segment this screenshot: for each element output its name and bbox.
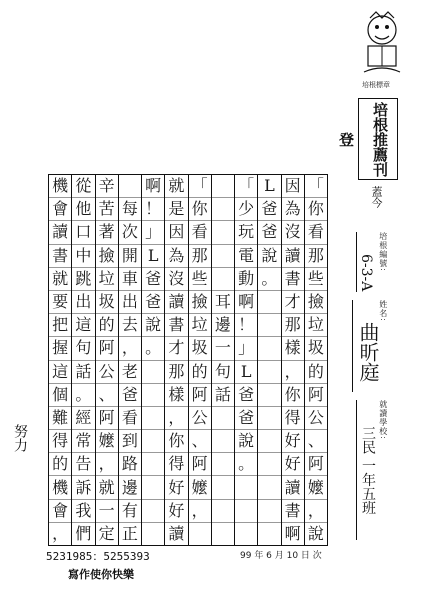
grid-cell: 的 [189,361,211,384]
stamp-caption: 培根標章 [362,81,390,89]
essay-grid [48,174,328,546]
grid-cell: 就 [96,476,118,499]
grid-column [95,175,118,545]
grid-column [118,175,141,545]
grid-cell: 阿 [305,384,327,407]
grid-cell: 圾 [305,337,327,360]
grid-cell: 出 [119,291,141,314]
grid-cell: 句 [72,337,94,360]
grid-cell [119,175,141,198]
grid-cell: 我 [72,500,94,523]
grid-cell [258,430,280,453]
grid-cell: 一 [212,337,234,360]
grid-cell [142,407,164,430]
grid-cell: 讀 [168,523,185,543]
grid-cell: 邊 [212,314,234,337]
grid-cell: 」 [142,221,164,244]
grid-cell: 好 [165,500,187,523]
grid-cell: 好 [282,430,304,453]
grid-cell: ， [96,453,118,476]
grid-cell [212,430,234,453]
grid-cell: 嬤 [96,430,118,453]
grid-cell: 啊 [142,175,164,198]
grid-cell: 、 [96,384,118,407]
grid-cell: 你 [305,198,327,221]
grid-column [49,175,71,545]
grid-cell: 中 [72,245,94,268]
grid-cell: 那 [189,245,211,268]
grid-cell: 爸 [235,384,257,407]
grid-cell: 書 [165,314,187,337]
grid-column [71,175,94,545]
grid-cell: 有 [119,500,141,523]
grid-cell: ！ [235,314,257,337]
grid-cell: ， [189,500,211,523]
grid-cell [212,198,234,221]
grid-cell [258,337,280,360]
grid-cell [142,500,164,523]
grid-cell: 沒 [165,268,187,291]
grid-cell: 個 [49,384,71,407]
grid-cell: 說 [235,430,257,453]
grid-cell: 開 [119,245,141,268]
grid-cell: L [258,175,280,198]
grid-cell: 你 [189,198,211,221]
grid-cell: 書 [49,245,71,268]
grid-cell: 說 [258,245,280,268]
margin-note: 努力 [12,424,28,452]
grid-cell: 讀 [282,476,304,499]
grid-cell: 為 [282,198,304,221]
grid-cell: 書 [282,500,304,523]
grid-cell: 垃 [305,314,327,337]
grid-cell: 著 [96,221,118,244]
grid-cell: 些 [305,268,327,291]
grid-cell: 啊 [235,291,257,314]
grid-cell: 們 [75,523,92,543]
grid-cell: 因 [165,221,187,244]
grid-cell: 公 [189,407,211,430]
grid-cell [142,430,164,453]
grid-cell [212,453,234,476]
grid-cell: 「 [235,175,257,198]
grid-cell: L [235,361,257,384]
grid-cell: 辛 [96,175,118,198]
grid-cell: 的 [96,314,118,337]
grid-cell [212,407,234,430]
grid-cell: 機 [49,175,71,198]
grid-cell: ， [305,500,327,523]
grid-cell: 嬤 [305,476,327,499]
grid-column [164,175,187,545]
grid-cell: 電 [235,245,257,268]
slogan: 寫作使你快樂 [68,568,134,581]
grid-cell: 一 [96,500,118,523]
grid-cell: 撿 [305,291,327,314]
grid-cell: 爸 [258,221,280,244]
grid-cell [258,523,280,545]
grid-cell: 書 [282,268,304,291]
grid-cell: 的 [305,361,327,384]
date-line: 99 年 6 月 10 日 次 [240,551,322,561]
grid-cell: 、 [305,430,327,453]
grid-cell: 好 [282,453,304,476]
badge-title: 培根推薦刊登 [358,98,398,180]
grid-cell: 訴 [72,476,94,499]
grid-cell [142,453,164,476]
grid-column [211,175,234,545]
grid-cell: 苦 [96,198,118,221]
grid-cell: 出 [72,291,94,314]
grid-cell [212,500,234,523]
grid-cell: 把 [49,314,71,337]
grid-cell: 「 [305,175,327,198]
grid-cell: 才 [165,337,187,360]
grid-cell: 話 [72,361,94,384]
grid-cell: 說 [142,314,164,337]
name-label: 姓名: [378,300,388,322]
grid-cell: 樣 [282,337,304,360]
grid-cell: 經 [72,407,94,430]
phone-numbers: 5231985：5255393 [46,550,150,563]
grid-cell: 撿 [189,291,211,314]
grid-cell: 看 [189,221,211,244]
grid-cell: 「 [189,175,211,198]
stamp-logo-icon [356,6,408,88]
grid-cell: 阿 [189,453,211,476]
grid-cell: 撿 [96,245,118,268]
grid-cell: 那 [165,361,187,384]
grid-cell: 看 [119,407,141,430]
grid-cell [258,407,280,430]
grid-cell: 阿 [96,407,118,430]
grid-cell: 要 [49,291,71,314]
grid-cell: 嬤 [189,476,211,499]
grid-cell [258,500,280,523]
grid-cell: 握 [49,337,71,360]
grid-column [188,175,211,545]
school-value: 三民 一年五班 [360,426,376,515]
grid-cell: 車 [119,268,141,291]
grid-column [304,175,327,545]
grid-cell: 跳 [72,268,94,291]
grid-cell: 。 [72,384,94,407]
grid-cell: 公 [305,407,327,430]
code-label: 培根編號: [378,232,388,272]
grid-cell: 到 [119,430,141,453]
grid-cell: 」 [235,337,257,360]
grid-cell: 得 [282,407,304,430]
grid-cell: 圾 [96,291,118,314]
grid-cell: 次 [119,221,141,244]
grid-cell: 爸 [258,198,280,221]
grid-cell: 好 [165,476,187,499]
grid-cell [212,245,234,268]
grid-column [281,175,304,545]
grid-cell: 爸 [142,291,164,314]
grid-cell: 看 [305,221,327,244]
grid-cell [258,291,280,314]
grid-cell: ！ [142,198,164,221]
grid-cell: 就 [49,268,71,291]
grid-cell [235,476,257,499]
grid-cell: 機 [49,476,71,499]
grid-cell: 從 [72,175,94,198]
grid-column [141,175,164,545]
grid-cell: 你 [282,384,304,407]
grid-cell: 那 [305,245,327,268]
grid-cell [258,361,280,384]
grid-cell [189,523,211,545]
reviewer-mark: 蓋今 [370,186,383,208]
grid-cell: 垃 [189,314,211,337]
grid-cell: 就 [165,175,187,198]
grid-cell: 。 [142,337,164,360]
school-label: 就讀學校: [378,400,388,440]
grid-cell: 讀 [282,245,304,268]
grid-cell: ， [165,407,187,430]
grid-cell: 樣 [165,384,187,407]
grid-cell: 因 [282,175,304,198]
grid-cell: 沒 [282,221,304,244]
grid-cell [212,523,234,545]
grid-cell: 玩 [235,221,257,244]
grid-cell: 少 [235,198,257,221]
grid-cell: 正 [121,523,138,543]
grid-column [234,175,257,545]
grid-cell: 路 [119,453,141,476]
grid-cell [258,476,280,499]
grid-cell: 去 [119,314,141,337]
grid-cell: 常 [72,430,94,453]
grid-cell: 是 [165,198,187,221]
grid-cell: 讀 [165,291,187,314]
grid-cell: 這 [49,361,71,384]
grid-cell: 告 [72,453,94,476]
grid-cell [142,523,164,545]
grid-cell: 讀 [49,221,71,244]
grid-cell [212,221,234,244]
grid-cell [212,268,234,291]
grid-cell: 話 [212,384,234,407]
grid-cell: ， [52,523,69,543]
grid-cell: ， [282,361,304,384]
grid-cell: 耳 [212,291,234,314]
grid-cell: 圾 [189,337,211,360]
grid-cell: ， [119,337,141,360]
grid-cell [258,453,280,476]
grid-cell: 定 [98,523,115,543]
grid-cell: 阿 [305,453,327,476]
grid-cell: 說 [307,523,324,543]
grid-cell: 這 [72,314,94,337]
grid-cell: 每 [119,198,141,221]
grid-cell: 那 [282,314,304,337]
grid-cell [142,384,164,407]
grid-cell: L [142,245,164,268]
grid-cell [235,500,257,523]
grid-cell: 啊 [284,523,301,543]
grid-cell [212,476,234,499]
grid-cell: 動 [235,268,257,291]
grid-cell: 阿 [96,337,118,360]
grid-cell: 爸 [235,407,257,430]
grid-cell: 會 [49,500,71,523]
grid-cell [142,361,164,384]
grid-cell [142,476,164,499]
grid-cell: 才 [282,291,304,314]
grid-cell: 阿 [189,384,211,407]
grid-cell [212,175,234,198]
grid-cell: 。 [258,268,280,291]
grid-column [257,175,280,545]
grid-cell: 爸 [142,268,164,291]
grid-cell: 句 [212,361,234,384]
grid-cell: 得 [165,453,187,476]
grid-cell: 的 [49,453,71,476]
grid-cell: 他 [72,198,94,221]
grid-cell: 邊 [119,476,141,499]
grid-cell [258,384,280,407]
grid-cell [235,523,257,545]
grid-cell: 垃 [96,268,118,291]
grid-cell: 公 [96,361,118,384]
grid-cell [258,314,280,337]
grid-cell: 為 [165,245,187,268]
grid-cell: 、 [189,430,211,453]
grid-cell: 些 [189,268,211,291]
code-value: 6-3-A [358,254,374,292]
name-value: 曲昕庭 [356,322,380,382]
grid-cell: 口 [72,221,94,244]
grid-cell: 難 [49,407,71,430]
grid-cell: 得 [49,430,71,453]
grid-cell: 。 [235,453,257,476]
grid-cell: 爸 [119,384,141,407]
grid-cell: 會 [49,198,71,221]
grid-cell: 老 [119,361,141,384]
grid-cell: 你 [165,430,187,453]
